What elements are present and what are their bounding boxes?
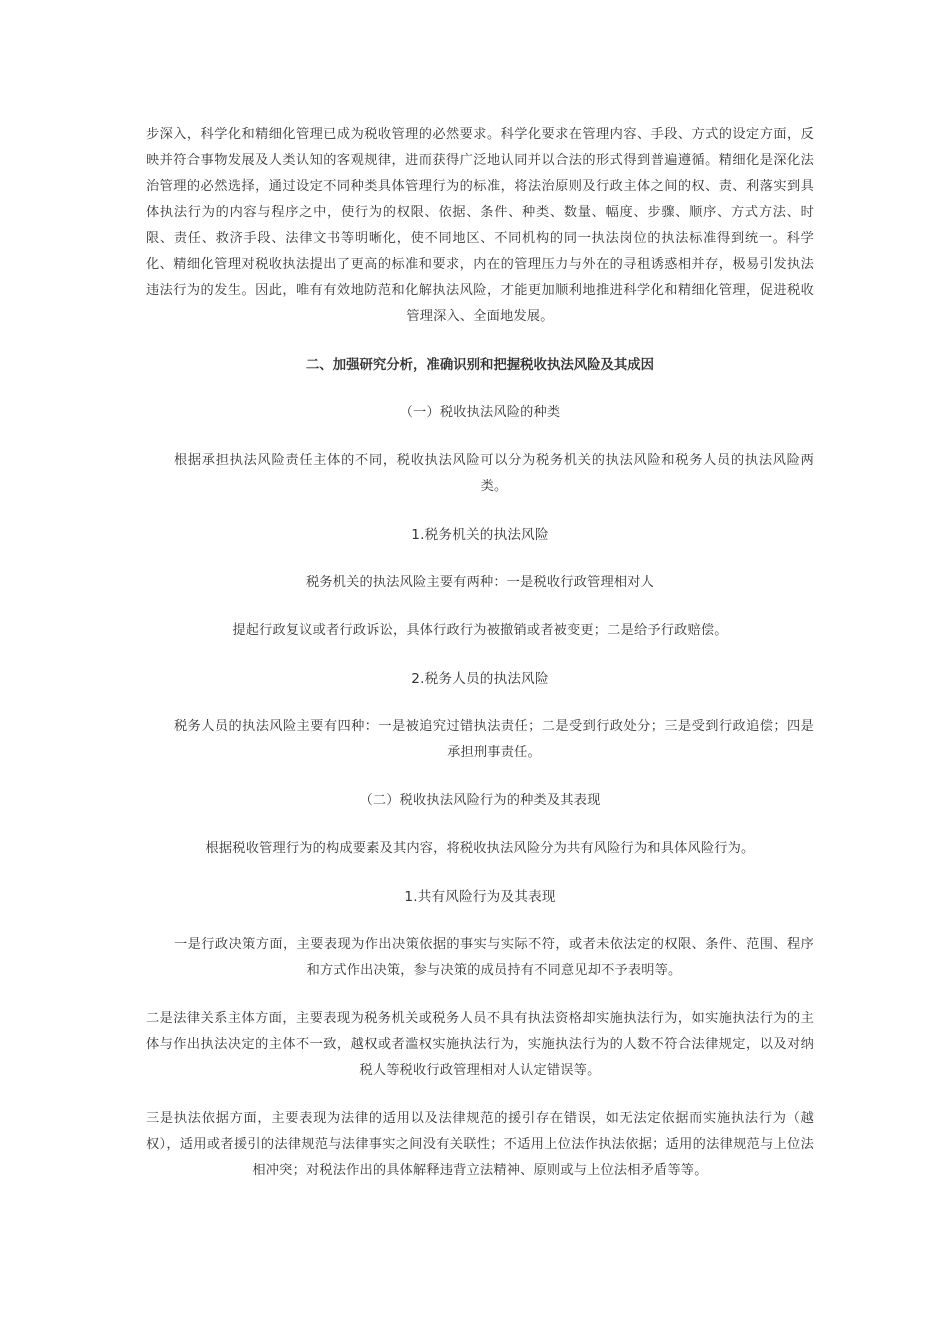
subsection-heading-2: （二）税收执法风险行为的种类及其表现: [359, 793, 601, 808]
item-paragraph-1b: 提起行政复议或者行政诉讼，具体行政行为被撤销或者被变更；二是给予行政赔偿。: [232, 623, 728, 638]
item-paragraph-3c: 三是执法依据方面，主要表现为法律的适用以及法律规范的援引存在错误，如无法定依据而实施执法行为（越权），适用或者援引的法律规范与法律事实之间没有关联性；不适用上位法作执法依据；适用的法律规范与上位法相冲突；对税法作出的具体解释违背立法精神、原则或与上位法相矛盾等等。: [146, 1111, 814, 1178]
item-paragraph-1a: 税务机关的执法风险主要有两种：一是税收行政管理相对人: [305, 575, 655, 590]
item-heading-2: 2.税务人员的执法风险: [411, 671, 549, 687]
subsection-paragraph-2: 根据税收管理行为的构成要素及其内容，将税收执法风险分为共有风险行为和具体风险行为。: [205, 841, 755, 856]
item-heading-3: 1.共有风险行为及其表现: [404, 889, 556, 905]
item-paragraph-3b: 二是法律关系主体方面，主要表现为税务机关或税务人员不具有执法资格却实施执法行为，如实施执法行为的主体与作出执法决定的主体不一致，越权或者滥权实施执法行为，实施执法行为的人数不符合法律规定，以及对纳税人等税收行政管理相对人认定错误等。: [146, 1011, 814, 1078]
section-heading: 二、加强研究分析，准确识别和把握税收执法风险及其成因: [305, 357, 655, 373]
intro-paragraph: 步深入，科学化和精细化管理已成为税收管理的必然要求。科学化要求在管理内容、手段、方式的设定方面，反映并符合事物发展及人类认知的客观规律，进而获得广泛地认同并以合法的形式得到普遍遵循。精细化是深化法治管理的必然选择，通过设定不同种类具体管理行为的标准，将法治原则及行政主体之间的权、责、利落实到具体执法行为的内容与程序之中，使行为的权限、依据、条件、种类、数量、幅度、步骤、顺序、方式方法、时限、责任、救济手段、法律文书等明晰化，使不同地区、不同机构的同一执法岗位的执法标准得到统一。科学化、精细化管理对税收执法提出了更高的标准和要求，内在的管理压力与外在的寻租诱惑相并存，极易引发执法违法行为的发生。因此，唯有有效地防范和化解执法风险，才能更加顺利地推进科学化和精细化管理，促进税收管理深入、全面地发展。: [146, 127, 814, 324]
item-heading-1: 1.税务机关的执法风险: [411, 527, 549, 543]
subsection-heading-1: （一）税收执法风险的种类: [399, 405, 561, 420]
document-body: [146, 122, 814, 1184]
item-paragraph-2: 税务人员的执法风险主要有四种：一是被追究过错执法责任；二是受到行政处分；三是受到行政追偿；四是承担刑事责任。: [174, 719, 814, 760]
subsection-paragraph-1: 根据承担执法风险责任主体的不同，税收执法风险可以分为税务机关的执法风险和税务人员的执法风险两类。: [174, 453, 814, 494]
item-paragraph-3a: 一是行政决策方面，主要表现为作出决策依据的事实与实际不符，或者未依法定的权限、条件、范围、程序和方式作出决策，参与决策的成员持有不同意见却不予表明等。: [174, 937, 814, 978]
